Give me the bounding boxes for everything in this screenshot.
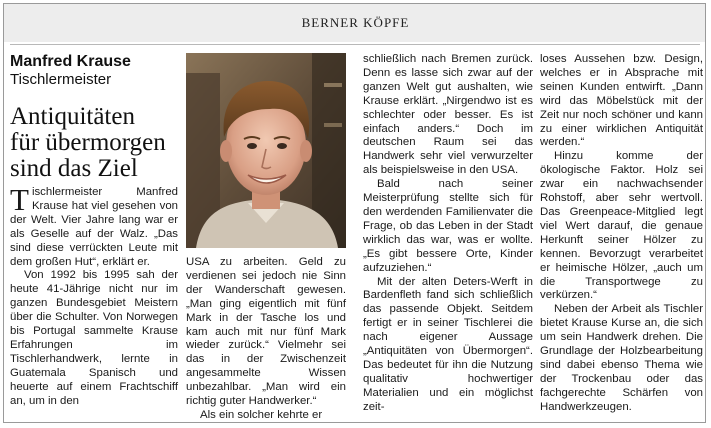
paragraph: Mit der alten Deters-Werft in Bardenfleth fand sich schließlich das passende Objekt. Seitdem fertigt er in seiner Tischlerei die nach eigener Aussage „Antiquitäten von Übermorgen“. Das bedeutet für ihn die Nutzung qualitativ hochwertiger Materialien und ein möglichst zeit-	[363, 275, 533, 413]
portrait-image	[186, 53, 346, 248]
paragraph: Neben der Arbeit als Tischler bietet Krause Kurse an, die sich um sein Handwerk drehen. Die Grundlage der Holzbearbeitung sind dabei ebenso Thema wie der Trockenbau oder das fachgerechte Schärfen von Handwerkzeugen.	[540, 303, 703, 413]
paragraph: USA zu arbeiten. Geld zu verdienen sei jedoch nie Sinn der Wanderschaft gewesen. „Man ging eigentlich mit fünf Mark in der Tasche los und kam auch mit nur fünf Mark wieder zurück.“ Vielmehr sei das in der Zwischenzeit angesammelte Wissen unbezahlbar. „Man wird ein richtig guter Handwerker.“	[186, 256, 346, 408]
paragraph: Als ein solcher kehrte er	[200, 408, 323, 421]
headline-line-2: für übermorgen	[10, 129, 166, 156]
rubric-divider	[10, 44, 700, 45]
paragraph: Bald nach seiner Meisterprüfung stellte sich für den werdenden Familienvater die Frage, ob das Leben in der Stadt wirklich das war, was er wollte. „Es gibt bessere Orte, Kinder aufzuziehen.“	[363, 178, 533, 274]
author-name: Manfred Krause	[10, 53, 131, 70]
paragraph	[10, 182, 178, 269]
headline-line-3: sind das Ziel	[10, 155, 138, 182]
drop-cap: T	[10, 182, 29, 217]
section-rubric: BERNER KÖPFE	[301, 15, 410, 30]
paragraph: loses Aussehen bzw. Design, welches er in Absprache mit seinen Kunden entwirft. „Dann wird das Möbelstück mit der Zeit nur noch schöner und kann zu einer wirklichen Antiquität werden.“	[540, 53, 703, 149]
author-role: Tischlermeister	[10, 71, 112, 88]
paragraph-text: ischlermeister Manfred Krause hat viel gesehen von der Welt. Vier Jahre lang war er als Geselle auf der Walz. „Das sind diese verrückten Leute mit dem großen Hut“, erklärt er.	[10, 186, 178, 268]
paragraph: schließlich nach Bremen zurück. Denn es lasse sich zwar auf der ganzen Welt gut aushalten, wie Krause erklärt. „Nirgendwo ist es schlechter oder besser. Es ist einfach anders.“ Doch im deutschen Raum sei das Handwerk sehr viel verwurzelter als beispielsweise in den USA.	[363, 53, 533, 177]
text-column-2	[186, 256, 346, 423]
paragraph: Hinzu komme der ökologische Faktor. Holz sei zwar ein nachwachsender Rohstoff, aber sehr wertvoll. Das Greenpeace-Mitglied legt viel Wert darauf, die genaue Herkunft seiner Hölzer zu kennen. Bevorzugt verarbeitet er heimische Hölzer, „auch um die Transportwege zu verkürzen.“	[540, 150, 703, 302]
portrait-photo	[186, 53, 346, 248]
paragraph: Von 1992 bis 1995 sah der heute 41-Jährige nicht nur im ganzen Bundesgebiet Meistern über die Schulter. Von Norwegen bis Portugal sammelte Krause Erfahrungen im Tischlerhandwerk, lernte in Guatemala Spanisch und heuerte auf einem Frachtschiff an, um in den	[10, 269, 178, 407]
text-column-4	[540, 53, 703, 415]
text-column-1	[10, 182, 178, 409]
text-column-3	[363, 53, 533, 415]
headline-line-1: Antiquitäten	[10, 103, 135, 130]
headline	[10, 104, 180, 182]
